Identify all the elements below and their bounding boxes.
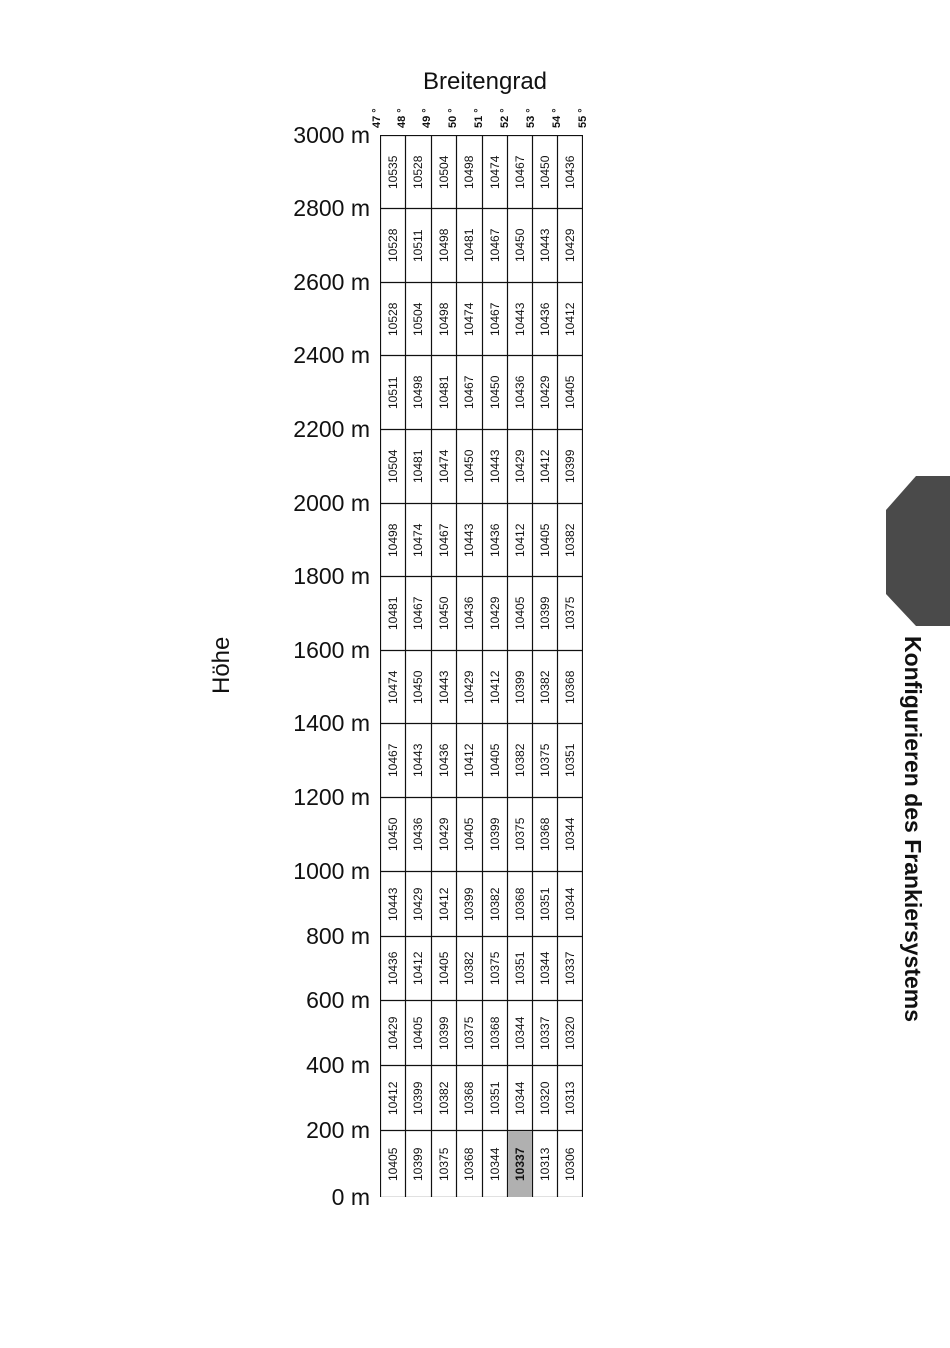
table-cell: 10368	[462, 1081, 476, 1115]
table-cell: 10375	[538, 743, 552, 778]
table-cell: 10436	[437, 743, 451, 778]
table-cell: 10382	[563, 523, 577, 557]
table-cell: 10382	[462, 951, 476, 986]
altitude-label: 1200 m	[293, 784, 370, 810]
table-cell: 10429	[386, 1016, 400, 1050]
table-cell: 10498	[437, 302, 451, 336]
table-cell: 10467	[437, 523, 451, 557]
table-cell: 10429	[488, 596, 502, 631]
table-cell: 10450	[462, 449, 476, 484]
table-cell: 10405	[563, 375, 577, 410]
table-cell: 10450	[386, 817, 400, 852]
section-tab-marker	[886, 476, 950, 626]
table-cell: 10436	[563, 155, 577, 189]
table-cell: 10429	[411, 887, 425, 921]
altitude-label: 1000 m	[293, 858, 370, 884]
latitude-label: 55 °	[577, 108, 589, 128]
table-cell: 10436	[386, 951, 400, 986]
table-cell: 10405	[437, 951, 451, 986]
altitude-label: 2600 m	[293, 269, 370, 295]
column-header-breitengrad: Breitengrad	[422, 68, 548, 95]
table-cell: 10443	[437, 670, 451, 704]
table-cell: 10481	[386, 596, 400, 631]
table-cell: 10399	[563, 449, 577, 484]
table-cell: 10351	[563, 743, 577, 778]
latitude-label: 47 °	[371, 108, 383, 128]
table-cell: 10399	[538, 596, 552, 631]
table-cell: 10412	[462, 743, 476, 778]
table-cell: 10306	[563, 1147, 577, 1181]
table-cell: 10436	[488, 523, 502, 557]
table-cell: 10436	[462, 596, 476, 631]
altitude-label: 800 m	[306, 923, 370, 949]
latitude-label: 49 °	[421, 108, 433, 128]
table-cell: 10467	[411, 596, 425, 631]
altitude-label: 1400 m	[293, 710, 370, 736]
table-cell: 10351	[513, 951, 527, 986]
table-cell: 10429	[437, 817, 451, 852]
altitude-label: 600 m	[306, 987, 370, 1013]
table-cell: 10405	[513, 596, 527, 631]
table-cell: 10443	[488, 449, 502, 484]
table-cell: 10368	[462, 1147, 476, 1181]
table-cell: 10443	[513, 302, 527, 336]
latitude-label: 53 °	[525, 108, 537, 128]
altitude-label: 2200 m	[293, 416, 370, 442]
table-cell: 10399	[488, 817, 502, 852]
table-cell: 10412	[411, 951, 425, 986]
table-cell: 10474	[386, 670, 400, 704]
table-cell: 10443	[411, 743, 425, 778]
table-cell: 10368	[538, 817, 552, 852]
table-cell: 10474	[488, 155, 502, 189]
table-cell: 10467	[488, 228, 502, 263]
table-cell: 10344	[563, 887, 577, 921]
table-cell: 10474	[437, 449, 451, 484]
table-cell: 10429	[462, 670, 476, 704]
table-cell: 10498	[386, 523, 400, 557]
altitude-label: 1600 m	[293, 637, 370, 663]
latitude-label: 52 °	[499, 108, 511, 128]
table-cell: 10351	[488, 1081, 502, 1115]
altitude-label: 400 m	[306, 1052, 370, 1078]
table-cell: 10528	[411, 155, 425, 189]
table-cell: 10412	[488, 670, 502, 704]
table-cell: 10498	[411, 375, 425, 410]
table-cell: 10443	[462, 523, 476, 557]
table-cell: 10443	[538, 228, 552, 263]
table-cell: 10375	[462, 1016, 476, 1050]
table-cell: 10481	[411, 449, 425, 484]
table-cell: 10467	[488, 302, 502, 336]
table-cell: 10412	[386, 1081, 400, 1115]
table-cell: 10528	[386, 228, 400, 263]
table-cell: 10399	[437, 1016, 451, 1050]
table-cell: 10375	[488, 951, 502, 986]
table-cell: 10375	[513, 817, 527, 852]
table-cell: 10504	[411, 302, 425, 336]
table-cell: 10474	[411, 523, 425, 557]
table-cell: 10405	[462, 817, 476, 852]
table-cell: 10436	[513, 375, 527, 410]
table-cell: 10467	[513, 155, 527, 189]
latitude-label: 51 °	[473, 108, 485, 128]
table-cell: 10399	[411, 1147, 425, 1181]
table-cell: 10405	[488, 743, 502, 778]
altitude-label: 2400 m	[293, 342, 370, 368]
table-cell: 10368	[513, 887, 527, 921]
altitude-label: 200 m	[306, 1117, 370, 1143]
table-cell: 10511	[386, 376, 400, 409]
table-cell: 10535	[386, 155, 400, 189]
table-cell: 10337	[563, 951, 577, 986]
table-cell: 10320	[563, 1016, 577, 1050]
table-cell: 10436	[538, 302, 552, 336]
table-cell: 10450	[437, 596, 451, 631]
table-cell: 10382	[488, 887, 502, 921]
table-cell: 10351	[538, 887, 552, 921]
table-cell: 10481	[437, 375, 451, 410]
table-cell: 10504	[437, 155, 451, 189]
table-cell: 10382	[437, 1081, 451, 1115]
latitude-label: 50 °	[447, 108, 459, 128]
table-cell: 10399	[411, 1081, 425, 1115]
table-cell: 10337	[508, 1131, 532, 1197]
table-cell: 10344	[563, 817, 577, 852]
altitude-label: 2800 m	[293, 195, 370, 221]
table-cell: 10375	[563, 596, 577, 631]
table-cell: 10320	[538, 1081, 552, 1115]
latitude-label: 54 °	[551, 108, 563, 128]
table-cell: 10368	[563, 670, 577, 704]
table-cell: 10467	[462, 375, 476, 410]
table-cell: 10313	[538, 1147, 552, 1181]
table-cell: 10511	[411, 229, 425, 262]
altitude-label: 3000 m	[293, 122, 370, 148]
table-cell: 10429	[538, 375, 552, 410]
altitude-label: 2000 m	[293, 490, 370, 516]
table-cell: 10382	[538, 670, 552, 704]
table-cell: 10498	[462, 155, 476, 189]
table-cell: 10474	[462, 302, 476, 336]
latitude-label: 48 °	[396, 108, 408, 128]
table-cell: 10405	[386, 1147, 400, 1181]
table-cell: 10467	[386, 743, 400, 778]
table-cell: 10344	[488, 1147, 502, 1181]
table-cell: 10450	[488, 375, 502, 410]
table-cell: 10399	[513, 670, 527, 704]
table-cell: 10450	[513, 228, 527, 263]
table-cell: 10344	[538, 951, 552, 986]
table-cell: 10429	[513, 449, 527, 484]
table-cell: 10504	[386, 449, 400, 484]
table-cell: 10498	[437, 228, 451, 263]
table-cell: 10313	[563, 1081, 577, 1115]
table-cell: 10450	[538, 155, 552, 189]
table-cell: 10405	[538, 523, 552, 557]
table-cell: 10412	[563, 302, 577, 336]
table-cell: 10399	[462, 887, 476, 921]
table-cell: 10382	[513, 743, 527, 778]
section-title: Konfigurieren des Frankiersystems	[900, 636, 926, 1023]
altitude-label: 1800 m	[293, 563, 370, 589]
table-cell: 10337	[538, 1016, 552, 1050]
table-cell: 10528	[386, 302, 400, 336]
table-cell: 10450	[411, 670, 425, 704]
table-cell: 10344	[513, 1016, 527, 1050]
table-cell: 10375	[437, 1147, 451, 1181]
table-cell: 10412	[513, 523, 527, 557]
altitude-axis-title: Höhe	[208, 636, 235, 694]
pressure-table	[380, 135, 583, 1197]
table-cell: 10405	[411, 1016, 425, 1050]
table-cell: 10368	[488, 1016, 502, 1050]
table-cell: 10481	[462, 228, 476, 263]
table-cell: 10344	[513, 1081, 527, 1115]
table-cell: 10436	[411, 817, 425, 852]
altitude-label: 0 m	[331, 1184, 370, 1210]
table-cell: 10412	[437, 887, 451, 921]
table-cell: 10443	[386, 887, 400, 921]
table-cell: 10412	[538, 449, 552, 484]
table-cell: 10429	[563, 228, 577, 263]
